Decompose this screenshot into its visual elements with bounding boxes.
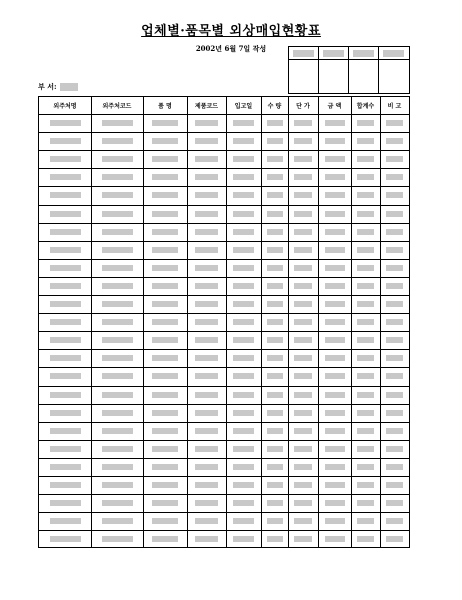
table-cell-redacted [102,482,133,488]
table-cell-redacted [195,301,218,307]
table-cell-redacted [102,247,133,253]
ledger-table [38,96,410,548]
table-cell-redacted [386,229,403,235]
row-divider [39,277,409,278]
table-cell-redacted [267,229,283,235]
table-cell-redacted [386,265,403,271]
table-cell-redacted [195,174,218,180]
table-cell-redacted [267,518,283,524]
table-cell-redacted [233,319,254,325]
table-cell-redacted [267,319,283,325]
table-cell-redacted [102,446,133,452]
table-cell-redacted [325,156,345,162]
table-cell-redacted [102,283,133,289]
table-cell-redacted [102,120,133,126]
table-cell-redacted [152,283,178,289]
table-cell-redacted [152,211,178,217]
row-divider [39,168,409,169]
table-cell-redacted [294,192,312,198]
table-cell-redacted [102,500,133,506]
row-divider [39,440,409,441]
table-cell-redacted [50,192,81,198]
column-header: 제품코드 [194,103,219,110]
table-cell-redacted [195,410,218,416]
table-cell-redacted [294,410,312,416]
table-cell-redacted [152,319,178,325]
table-cell-redacted [195,355,218,361]
column-divider [187,97,188,547]
table-cell-redacted [357,265,374,271]
table-cell-redacted [357,229,374,235]
table-cell-redacted [195,229,218,235]
table-cell-redacted [267,301,283,307]
table-cell-redacted [152,301,178,307]
table-cell-redacted [325,428,345,434]
table-cell-redacted [267,283,283,289]
table-cell-redacted [50,464,81,470]
table-cell-redacted [386,192,403,198]
table-cell-redacted [195,446,218,452]
table-cell-redacted [357,392,374,398]
table-cell-redacted [386,174,403,180]
table-cell-redacted [325,392,345,398]
table-cell-redacted [325,482,345,488]
table-cell-redacted [152,337,178,343]
date-line: 2002년 6월 7일 작성 [195,44,267,53]
table-cell-redacted [386,500,403,506]
table-cell-redacted [152,464,178,470]
table-cell-redacted [325,464,345,470]
table-cell-redacted [102,518,133,524]
table-cell-redacted [386,337,403,343]
table-cell-redacted [294,247,312,253]
row-divider [39,494,409,495]
table-cell-redacted [325,301,345,307]
table-cell-redacted [357,464,374,470]
row-divider [39,530,409,531]
table-cell-redacted [294,174,312,180]
table-cell-redacted [294,536,312,542]
row-divider [39,349,409,350]
row-divider [39,259,409,260]
table-cell-redacted [386,283,403,289]
table-cell-redacted [102,428,133,434]
table-cell-redacted [267,120,283,126]
row-divider [39,476,409,477]
column-header: 비 고 [387,103,402,110]
table-cell-redacted [357,247,374,253]
table-cell-redacted [50,138,81,144]
table-cell-redacted [102,337,133,343]
table-cell-redacted [102,156,133,162]
table-cell-redacted [386,120,403,126]
table-cell-redacted [233,355,254,361]
table-cell-redacted [195,464,218,470]
table-cell-redacted [294,355,312,361]
table-cell-redacted [386,156,403,162]
table-cell-redacted [152,410,178,416]
table-cell-redacted [50,392,81,398]
table-cell-redacted [386,138,403,144]
table-cell-redacted [50,446,81,452]
table-cell-redacted [195,156,218,162]
table-cell-redacted [267,156,283,162]
table-cell-redacted [50,536,81,542]
approval-box [288,46,410,94]
row-divider [39,150,409,151]
table-cell-redacted [50,337,81,343]
table-cell-redacted [102,265,133,271]
table-cell-redacted [325,120,345,126]
table-cell-redacted [386,355,403,361]
table-cell-redacted [325,355,345,361]
header-divider [39,114,409,115]
row-divider [39,132,409,133]
table-cell-redacted [50,120,81,126]
column-divider [380,97,381,547]
column-header: 금 액 [327,103,342,110]
table-cell-redacted [195,138,218,144]
table-cell-redacted [50,156,81,162]
table-cell-redacted [267,355,283,361]
table-cell-redacted [152,247,178,253]
column-divider [91,97,92,547]
table-cell-redacted [152,265,178,271]
table-cell-redacted [50,229,81,235]
row-divider [39,331,409,332]
column-divider [226,97,227,547]
table-cell-redacted [195,265,218,271]
table-cell-redacted [294,428,312,434]
table-cell-redacted [195,120,218,126]
table-cell-redacted [195,518,218,524]
table-cell-redacted [152,536,178,542]
table-cell-redacted [357,211,374,217]
table-cell-redacted [325,518,345,524]
table-cell-redacted [386,373,403,379]
table-cell-redacted [195,482,218,488]
table-cell-redacted [50,265,81,271]
table-cell-redacted [195,283,218,289]
table-cell-redacted [50,500,81,506]
table-cell-redacted [386,536,403,542]
table-cell-redacted [386,518,403,524]
table-cell-redacted [195,392,218,398]
table-cell-redacted [325,536,345,542]
table-cell-redacted [50,319,81,325]
row-divider [39,186,409,187]
table-cell-redacted [195,337,218,343]
table-cell-redacted [233,120,254,126]
table-cell-redacted [294,518,312,524]
row-divider [39,367,409,368]
table-cell-redacted [152,138,178,144]
table-cell-redacted [267,265,283,271]
table-cell-redacted [195,192,218,198]
table-cell-redacted [233,247,254,253]
table-cell-redacted [386,301,403,307]
table-cell-redacted [102,355,133,361]
table-cell-redacted [294,500,312,506]
table-cell-redacted [50,355,81,361]
table-cell-redacted [233,500,254,506]
table-cell-redacted [50,482,81,488]
table-cell-redacted [152,500,178,506]
department-label: 부 서: [38,82,57,91]
table-cell-redacted [267,446,283,452]
table-cell-redacted [50,174,81,180]
table-cell-redacted [152,174,178,180]
table-cell-redacted [325,247,345,253]
table-cell-redacted [267,428,283,434]
document-title: 업체별·품목별 외상매입현황표 [141,24,321,39]
table-cell-redacted [325,500,345,506]
table-cell-redacted [386,392,403,398]
row-divider [39,422,409,423]
table-cell-redacted [325,319,345,325]
table-cell-redacted [152,518,178,524]
table-cell-redacted [267,464,283,470]
table-cell-redacted [152,355,178,361]
table-cell-redacted [233,192,254,198]
table-cell-redacted [357,536,374,542]
table-cell-redacted [294,138,312,144]
table-cell-redacted [357,120,374,126]
table-cell-redacted [294,265,312,271]
table-cell-redacted [325,283,345,289]
table-cell-redacted [102,536,133,542]
table-cell-redacted [294,120,312,126]
table-cell-redacted [102,410,133,416]
table-cell-redacted [50,247,81,253]
row-divider [39,313,409,314]
table-cell-redacted [50,301,81,307]
column-header: 수 량 [267,103,282,110]
table-cell-redacted [386,319,403,325]
table-cell-redacted [357,446,374,452]
table-cell-redacted [357,192,374,198]
table-cell-redacted [294,156,312,162]
row-divider [39,241,409,242]
table-cell-redacted [357,319,374,325]
table-cell-redacted [102,174,133,180]
table-cell-redacted [233,265,254,271]
table-cell-redacted [267,500,283,506]
table-cell-redacted [386,410,403,416]
table-cell-redacted [325,337,345,343]
column-header: 단 가 [296,103,310,110]
table-cell-redacted [386,247,403,253]
table-cell-redacted [294,283,312,289]
table-cell-redacted [357,373,374,379]
column-divider [351,97,352,547]
table-cell-redacted [294,482,312,488]
table-cell-redacted [325,138,345,144]
table-cell-redacted [386,211,403,217]
table-cell-redacted [102,138,133,144]
table-cell-redacted [152,120,178,126]
row-divider [39,386,409,387]
table-cell-redacted [294,319,312,325]
table-cell-redacted [267,138,283,144]
table-cell-redacted [294,337,312,343]
table-cell-redacted [267,373,283,379]
table-cell-redacted [267,211,283,217]
table-cell-redacted [195,428,218,434]
column-divider [288,97,289,547]
column-divider [318,97,319,547]
table-cell-redacted [357,482,374,488]
table-cell-redacted [294,464,312,470]
table-cell-redacted [195,500,218,506]
table-cell-redacted [233,464,254,470]
table-cell-redacted [267,392,283,398]
table-cell-redacted [195,319,218,325]
table-cell-redacted [357,500,374,506]
department-field [38,82,78,92]
table-cell-redacted [233,482,254,488]
table-cell-redacted [294,301,312,307]
table-cell-redacted [357,410,374,416]
table-cell-redacted [325,229,345,235]
table-cell-redacted [102,192,133,198]
table-cell-redacted [152,482,178,488]
row-divider [39,404,409,405]
table-cell-redacted [267,174,283,180]
row-divider [39,295,409,296]
table-cell-redacted [152,446,178,452]
table-cell-redacted [50,283,81,289]
column-header: 외주처코드 [102,103,132,110]
table-cell-redacted [233,536,254,542]
column-header: 입고일 [234,103,253,110]
table-cell-redacted [357,138,374,144]
table-cell-redacted [50,373,81,379]
table-cell-redacted [357,337,374,343]
row-divider [39,223,409,224]
table-cell-redacted [233,518,254,524]
table-cell-redacted [325,446,345,452]
table-cell-redacted [233,410,254,416]
table-cell-redacted [152,373,178,379]
table-cell-redacted [233,428,254,434]
row-divider [39,512,409,513]
table-cell-redacted [294,446,312,452]
table-cell-redacted [233,174,254,180]
table-cell-redacted [50,428,81,434]
table-cell-redacted [152,392,178,398]
table-cell-redacted [386,482,403,488]
table-cell-redacted [195,211,218,217]
row-divider [39,458,409,459]
table-cell-redacted [294,392,312,398]
table-cell-redacted [152,156,178,162]
column-divider [261,97,262,547]
table-cell-redacted [325,211,345,217]
table-cell-redacted [233,446,254,452]
table-cell-redacted [386,446,403,452]
table-cell-redacted [102,319,133,325]
table-cell-redacted [325,192,345,198]
table-cell-redacted [233,211,254,217]
table-cell-redacted [152,229,178,235]
table-cell-redacted [195,373,218,379]
table-cell-redacted [357,156,374,162]
table-cell-redacted [267,410,283,416]
table-cell-redacted [294,229,312,235]
table-cell-redacted [152,428,178,434]
table-cell-redacted [102,392,133,398]
table-cell-redacted [152,192,178,198]
table-cell-redacted [195,247,218,253]
table-cell-redacted [267,192,283,198]
department-value-redacted [60,83,78,91]
table-cell-redacted [357,355,374,361]
table-cell-redacted [233,156,254,162]
table-cell-redacted [233,337,254,343]
table-cell-redacted [267,337,283,343]
table-cell-redacted [294,211,312,217]
approval-column [289,47,319,93]
table-cell-redacted [50,211,81,217]
table-cell-redacted [325,373,345,379]
table-cell-redacted [357,283,374,289]
table-cell-redacted [102,211,133,217]
table-cell-redacted [267,482,283,488]
table-cell-redacted [357,428,374,434]
table-cell-redacted [325,410,345,416]
table-cell-redacted [386,428,403,434]
table-cell-redacted [233,138,254,144]
column-header: 품 명 [158,103,172,110]
column-divider [143,97,144,547]
table-cell-redacted [102,464,133,470]
table-cell-redacted [102,373,133,379]
table-cell-redacted [195,536,218,542]
table-cell-redacted [325,174,345,180]
table-cell-redacted [267,247,283,253]
table-cell-redacted [267,536,283,542]
table-cell-redacted [233,373,254,379]
approval-column [379,47,409,93]
table-cell-redacted [386,464,403,470]
table-cell-redacted [50,518,81,524]
table-cell-redacted [233,283,254,289]
table-cell-redacted [325,265,345,271]
table-cell-redacted [233,229,254,235]
approval-column [319,47,349,93]
table-cell-redacted [233,392,254,398]
approval-column [349,47,379,93]
table-cell-redacted [294,373,312,379]
row-divider [39,205,409,206]
table-cell-redacted [102,229,133,235]
table-cell-redacted [357,174,374,180]
column-header: 합계수 [356,103,375,110]
column-header: 외주처명 [53,103,77,110]
table-cell-redacted [357,301,374,307]
table-cell-redacted [233,301,254,307]
table-cell-redacted [357,518,374,524]
table-cell-redacted [50,410,81,416]
table-cell-redacted [102,301,133,307]
